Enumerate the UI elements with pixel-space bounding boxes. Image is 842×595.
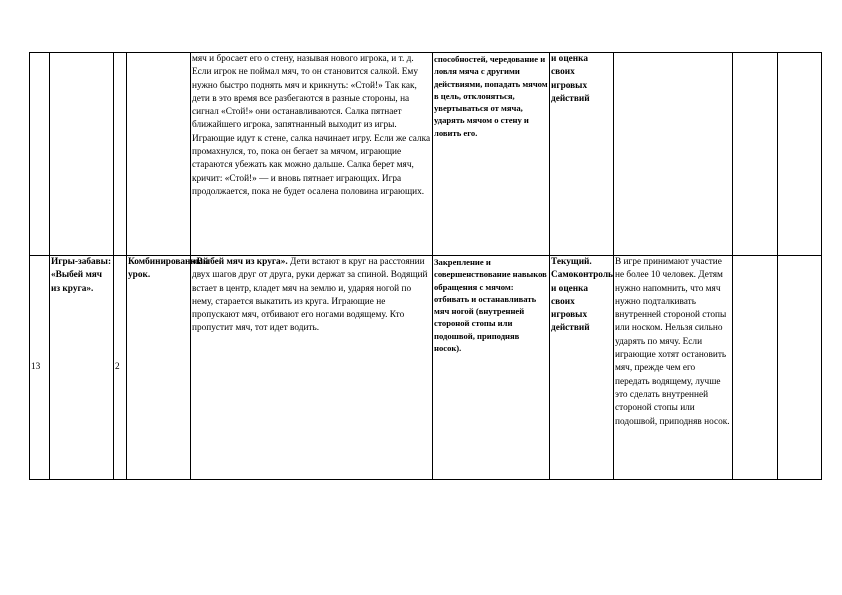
extra-cell-1 — [733, 53, 778, 256]
skills-cell: способностей, чередование и ловля мяча с другими действиями, попадать мячом в цель, отклоняться, увертываться от мяча, ударять мячом о стену и ловить его. — [433, 53, 550, 256]
table-row — [30, 53, 822, 256]
control-cell: Текущий. Самоконтроль и оценка своих игровых действий — [550, 256, 614, 480]
skills-cell: Закрепление и совершенствование навыков обращения с мячом: отбивать и останавливать мяч ногой (внутренней стороной стопы или подошвой, приподняв носок). — [433, 256, 550, 480]
lesson-number-cell: 13 — [30, 256, 50, 480]
extra-cell-2 — [778, 256, 822, 480]
lesson-plan-table — [29, 52, 822, 480]
control-cell: и оценка своих игровых действий — [550, 53, 614, 256]
topic-cell — [50, 53, 114, 256]
content-text: Дети встают в круг на расстоянии двух шагов друг от друга, руки держат за спиной. Водящий встает в центр, кладет мяч на землю и, ударяя ногой по нему, старается выкатить из круга. Играющие не пропускают мяч, отбивают его ногами водящему. Кто пропустит мяч, тот идет водить. — [192, 257, 428, 334]
lesson-type-cell — [127, 53, 191, 256]
content-title: «Выбей мяч из круга». — [192, 257, 288, 267]
table-row — [30, 256, 822, 480]
content-text: мяч и бросает его о стену, называя нового игрока, и т. д. Если игрок не поймал мяч, то он становится салкой. Ему нужно быстро поднять мяч и крикнуть: «Стой!» Так как, дети в это время все разбегаются в разные стороны, на сигнал «Стой!» они останавливаются. Салка пятнает ближайшего игрока, запятнанный выходит из игры. Играющие идут к стене, салка начинает игру. Если же салка промахнулся, то, пока он бегает за мячом, играющие стараются убежать как можно дальше. Салка берет мяч, кричит: «Стой!» — и вновь пятнает играющих. Игра продолжается, пока не будет осалена половина играющих. — [192, 54, 431, 197]
content-cell — [191, 53, 433, 256]
hours-cell: 2 — [114, 256, 127, 480]
content-cell — [191, 256, 433, 480]
notes-cell: В игре принимают участие не более 10 человек. Детям нужно напомнить, что мяч нужно подталкивать внутренней стороной стопы или носком. Нельзя сильно ударять по мячу. Если играющие хотят остановить мяч, прежде чем его передать водящему, лучше это сделать внутренней стороной стопы или подошвой, приподняв носок. — [614, 256, 733, 480]
extra-cell-1 — [733, 256, 778, 480]
topic-cell: Игры-забавы: «Выбей мяч из круга». — [50, 256, 114, 480]
lesson-type-cell: Комбинированный урок. — [127, 256, 191, 480]
lesson-number-cell — [30, 53, 50, 256]
hours-cell — [114, 53, 127, 256]
notes-cell — [614, 53, 733, 256]
extra-cell-2 — [778, 53, 822, 256]
